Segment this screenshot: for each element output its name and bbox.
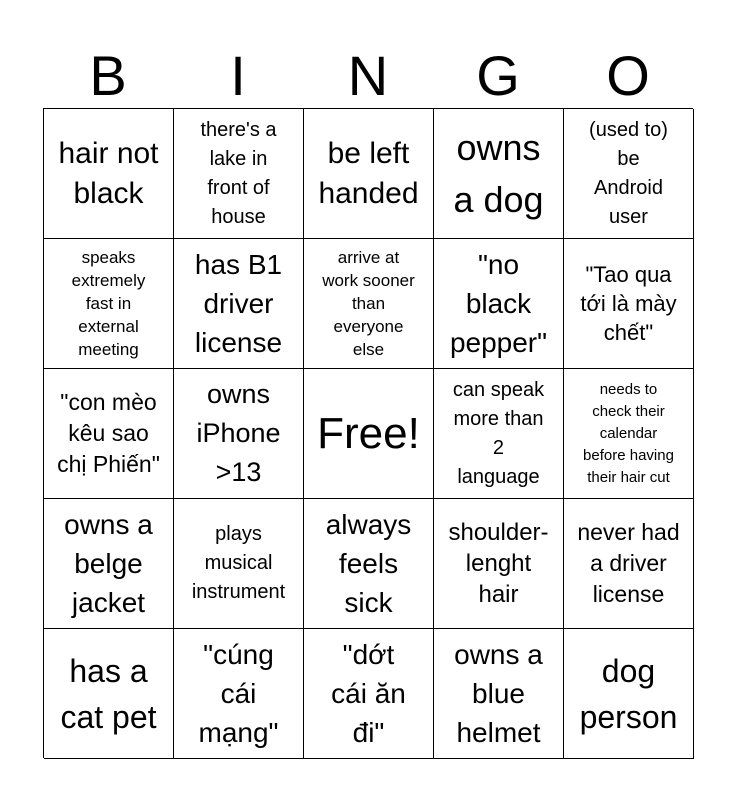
cell-text: owns iPhone >13: [196, 379, 281, 487]
cell-text: "Tao qua tới là mày chết": [580, 262, 677, 345]
cell-text: (used to) be Android user: [589, 118, 668, 228]
bingo-cell-r4c2[interactable]: [174, 499, 304, 629]
cell-text: owns a belge jacket: [64, 509, 153, 618]
bingo-cell-r2c3[interactable]: [304, 239, 434, 369]
title-letter-g: G: [476, 44, 520, 107]
cell-text: "con mèo kêu sao chị Phiến": [57, 389, 160, 477]
bingo-cell-free[interactable]: [304, 369, 434, 499]
bingo-cell-r2c2[interactable]: [174, 239, 304, 369]
cell-text: owns a dog: [453, 126, 544, 220]
bingo-cell-r1c4[interactable]: [434, 109, 564, 239]
bingo-cell-r1c5[interactable]: [564, 109, 694, 239]
cell-text: dog person: [579, 652, 678, 735]
bingo-cell-r2c5[interactable]: [564, 239, 694, 369]
bingo-cell-r1c1[interactable]: [44, 109, 174, 239]
cell-text: always feels sick: [325, 509, 412, 618]
cell-text: needs to check their calendar before having their hair cut: [583, 380, 674, 486]
cell-text: never had a driver license: [577, 519, 680, 607]
bingo-cell-r5c4[interactable]: [434, 629, 564, 759]
title-letter-o: O: [606, 44, 650, 107]
bingo-cell-r2c4[interactable]: [434, 239, 564, 369]
cell-text: speaks extremely fast in external meeting: [71, 248, 146, 359]
cell-text: "no black pepper": [449, 249, 548, 358]
bingo-title: [43, 44, 693, 108]
bingo-cell-r4c1[interactable]: [44, 499, 174, 629]
bingo-cell-r4c3[interactable]: [304, 499, 434, 629]
cell-text: owns a blue helmet: [454, 639, 543, 748]
cell-text: has B1 driver license: [194, 249, 283, 358]
bingo-cell-r1c3[interactable]: [304, 109, 434, 239]
bingo-cell-r4c5[interactable]: [564, 499, 694, 629]
bingo-cell-r5c3[interactable]: [304, 629, 434, 759]
title-letter-i: I: [230, 44, 246, 107]
cell-text: has a cat pet: [60, 652, 157, 735]
cell-text: be left handed: [318, 136, 419, 210]
cell-text: "dớt cái ăn đi": [331, 639, 406, 748]
bingo-cell-r4c4[interactable]: [434, 499, 564, 629]
bingo-cell-r3c2[interactable]: [174, 369, 304, 499]
bingo-cell-r5c5[interactable]: [564, 629, 694, 759]
bingo-cell-r3c4[interactable]: [434, 369, 564, 499]
cell-text: plays musical instrument: [191, 523, 286, 603]
bingo-cell-r5c1[interactable]: [44, 629, 174, 759]
bingo-cell-r5c2[interactable]: [174, 629, 304, 759]
bingo-cell-r3c5[interactable]: [564, 369, 694, 499]
bingo-cell-r3c1[interactable]: [44, 369, 174, 499]
cell-text: can speak more than 2 language: [452, 378, 545, 488]
bingo-cell-r2c1[interactable]: [44, 239, 174, 369]
cell-text: arrive at work sooner than everyone else: [322, 248, 415, 359]
title-letter-b: B: [89, 44, 127, 107]
cell-text: there's a lake in front of house: [200, 118, 277, 228]
bingo-card-grid: [43, 108, 693, 758]
bingo-cell-r1c2[interactable]: [174, 109, 304, 239]
cell-text: shoulder- lenght hair: [448, 519, 549, 608]
cell-text: hair not black: [58, 136, 159, 210]
free-space-label: Free!: [317, 408, 420, 458]
cell-text: "cúng cái mạng": [198, 639, 279, 748]
title-letter-n: N: [347, 44, 389, 107]
